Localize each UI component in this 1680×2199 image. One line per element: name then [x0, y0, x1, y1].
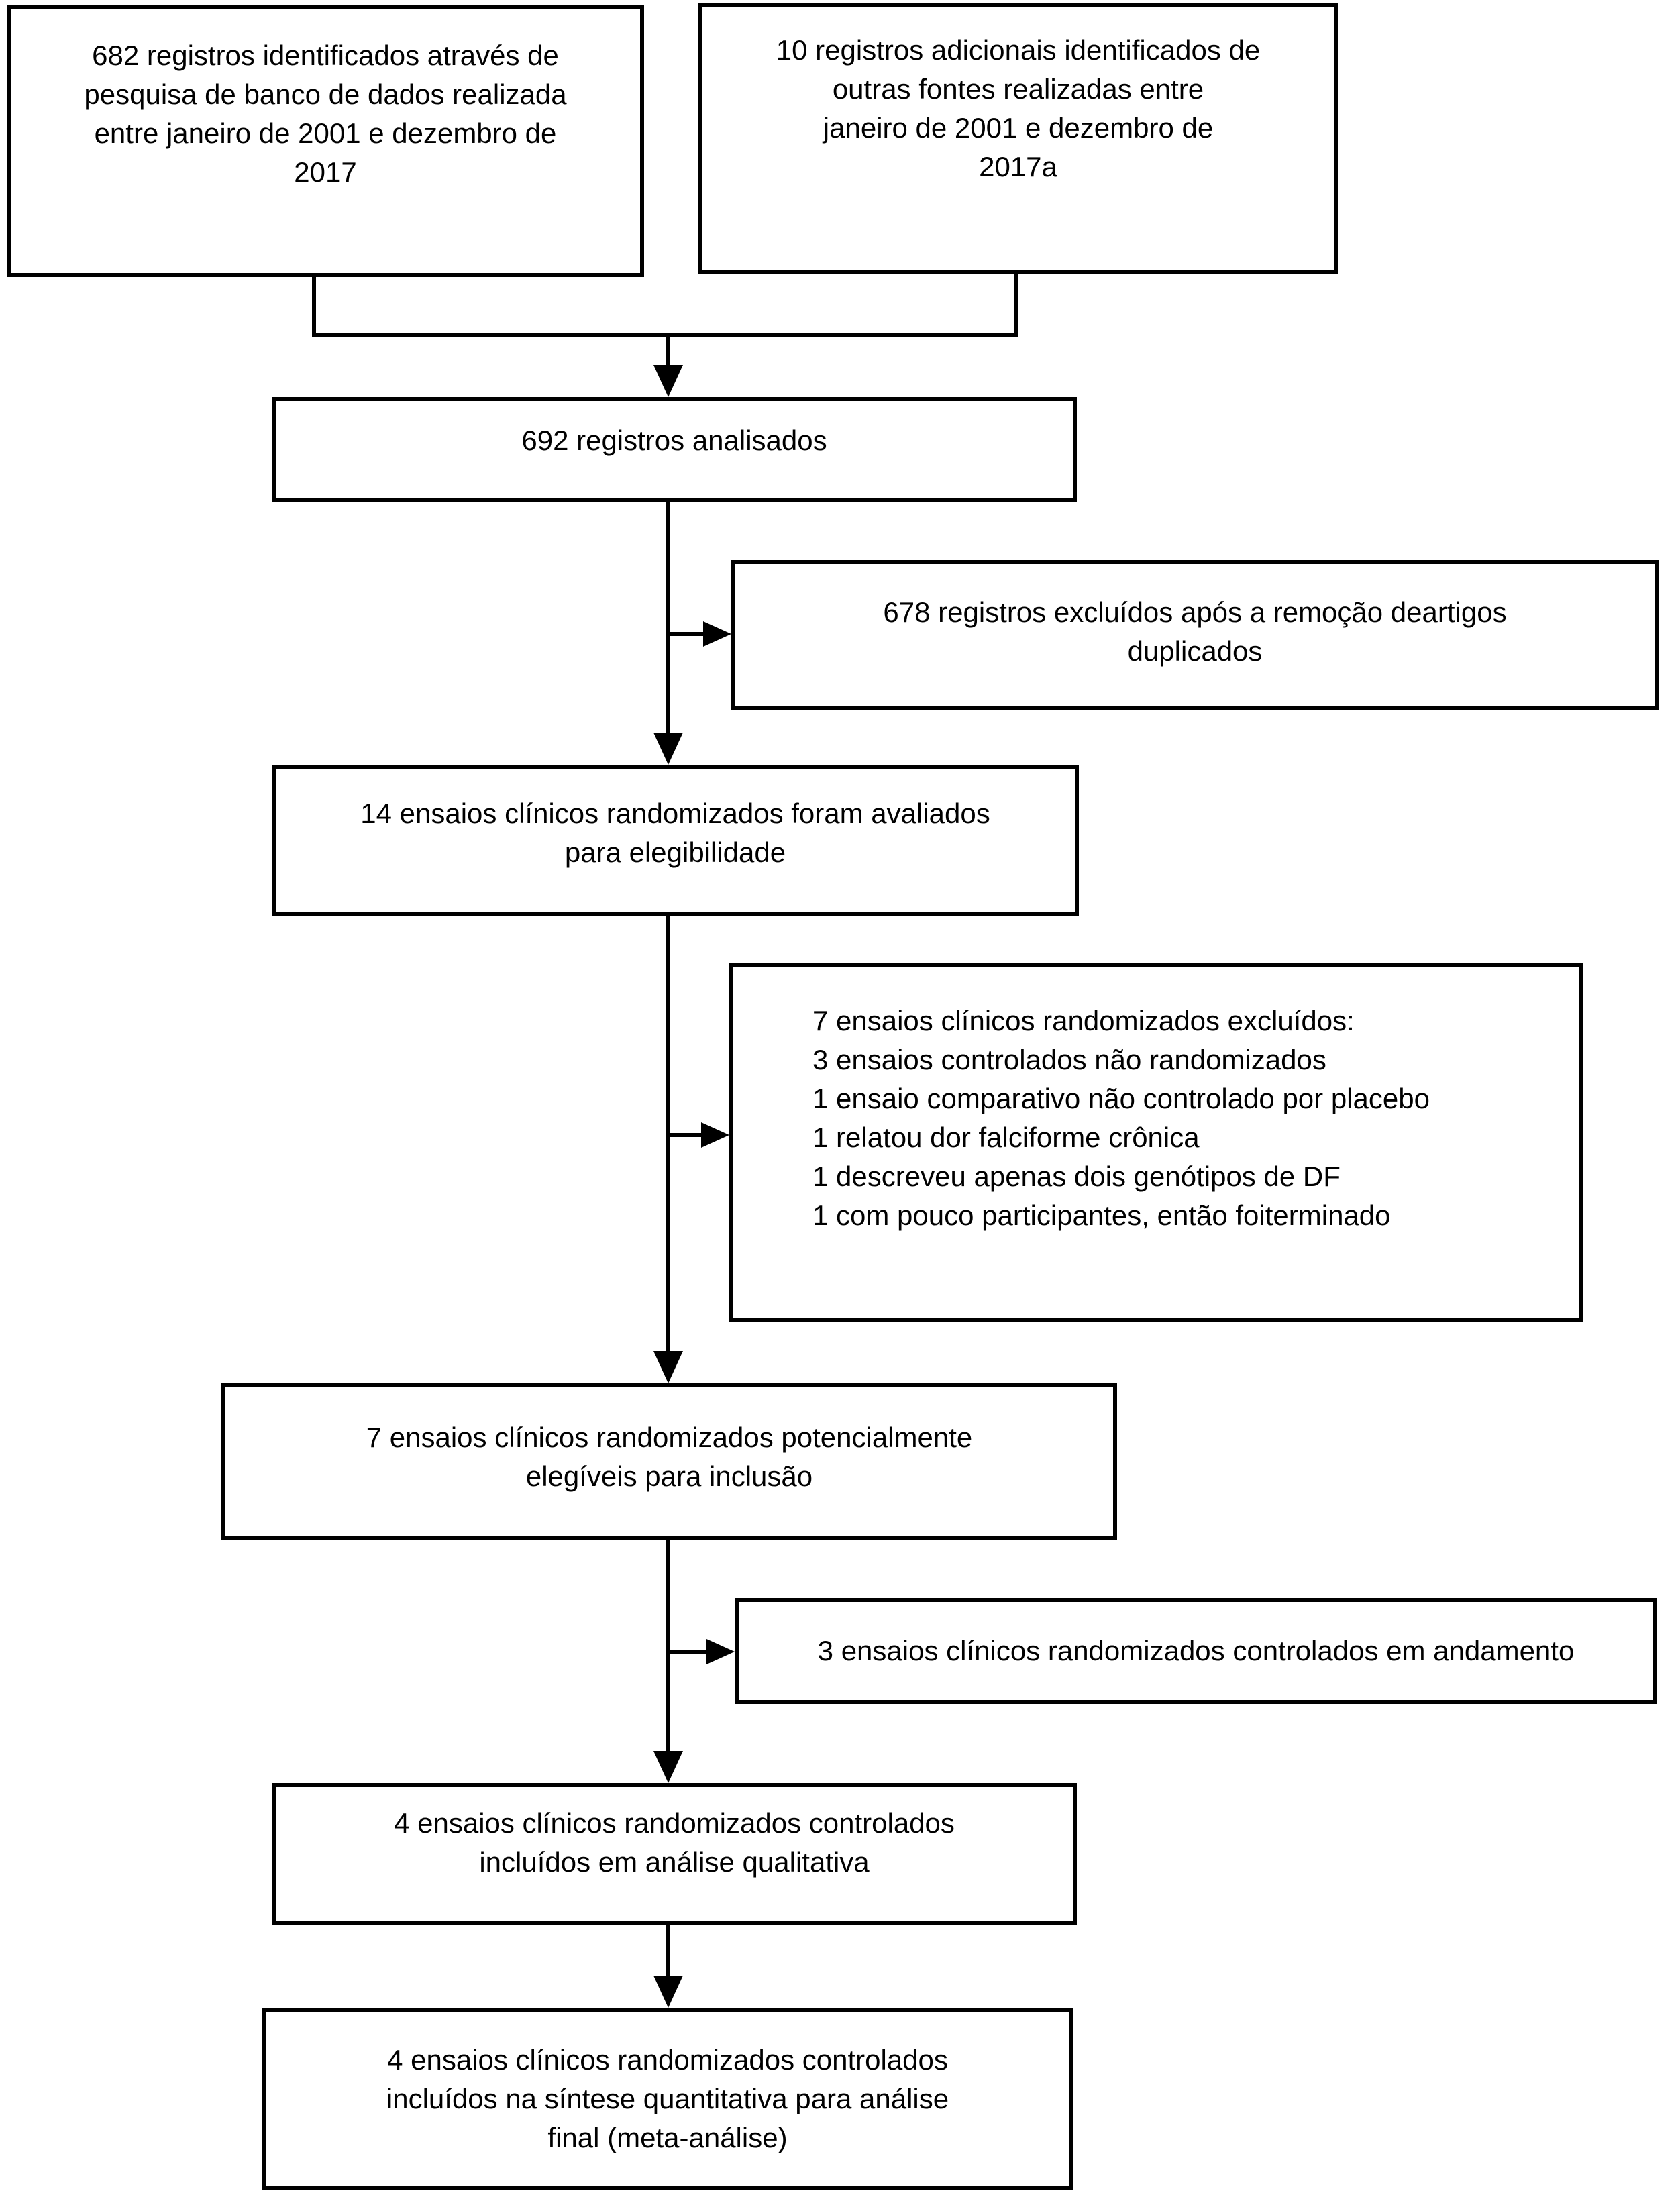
box-ongoing-trials [735, 1598, 1657, 1704]
branch-to-ongoing-trials [668, 1650, 708, 1654]
arrowhead-down-icon [653, 733, 683, 765]
arrowhead-right-icon [703, 621, 731, 647]
box-text-line: 10 registros adicionais identificados de [776, 34, 1261, 66]
box-text-line: 1 relatou dor falciforme crônica [812, 1122, 1200, 1153]
box-text-line: 682 registros identificados através de [92, 40, 559, 71]
box-rct-excluded-reasons [729, 963, 1583, 1322]
branch-to-exclusion-reasons [668, 1133, 702, 1137]
box-text-line: 3 ensaios controlados não randomizados [812, 1044, 1326, 1075]
box-text-line: incluídos na síntese quantitativa para análise [386, 2083, 949, 2114]
box-text-line: pesquisa de banco de dados realizada [84, 78, 567, 110]
box-text-line: 1 descreveu apenas dois genótipos de DF [812, 1161, 1341, 1192]
flow-arrow-to-screened [666, 333, 670, 367]
flow-arrow-to-qualitative [666, 1540, 670, 1753]
branch-to-duplicates-excluded [668, 632, 708, 636]
arrowhead-down-icon [653, 1351, 683, 1383]
box-records-screened [272, 397, 1077, 502]
box-text-line: 2017 [294, 156, 357, 188]
box-text-line: elegíveis para inclusão [525, 1460, 813, 1492]
connector-from-database-box [312, 277, 316, 337]
arrowhead-right-icon [701, 1122, 729, 1148]
box-text-line: incluídos em análise qualitativa [479, 1846, 870, 1878]
box-text-line: duplicados [1127, 635, 1263, 667]
box-text-line: 692 registros analisados [521, 425, 827, 456]
box-identified-database [7, 5, 644, 277]
box-records-excluded-duplicates [731, 560, 1659, 710]
box-potentially-eligible [221, 1383, 1117, 1540]
connector-merge-horizontal [312, 333, 1018, 337]
box-text-line: entre janeiro de 2001 e dezembro de [94, 117, 557, 149]
arrowhead-down-icon [653, 365, 683, 397]
box-text-line: outras fontes realizadas entre [832, 73, 1204, 105]
box-text-line: janeiro de 2001 e dezembro de [823, 112, 1214, 144]
arrowhead-down-icon [653, 1976, 683, 2008]
box-text-line: final (meta-análise) [547, 2122, 788, 2153]
box-text-line: 3 ensaios clínicos randomizados controlados em andamento [817, 1635, 1575, 1666]
box-identified-other-sources [698, 3, 1338, 274]
box-text-line: para elegibilidade [564, 836, 786, 868]
flow-arrow-to-meta-analysis [666, 1925, 670, 1979]
box-text-line: 2017a [979, 151, 1057, 182]
connector-from-other-sources-box [1014, 274, 1018, 337]
box-text-line: 1 ensaio comparativo não controlado por placebo [812, 1083, 1430, 1114]
box-text-line: 14 ensaios clínicos randomizados foram avaliados [360, 797, 990, 829]
box-quantitative-meta-analysis [262, 2008, 1073, 2190]
arrowhead-down-icon [653, 1751, 683, 1783]
box-assessed-for-eligibility [272, 765, 1079, 916]
box-text-line: 7 ensaios clínicos randomizados excluídos: [812, 1005, 1355, 1036]
box-text-line: 4 ensaios clínicos randomizados controlados [394, 1807, 955, 1839]
box-text-line: 1 com pouco participantes, então foiterminado [812, 1199, 1391, 1231]
box-qualitative-analysis [272, 1783, 1077, 1925]
arrowhead-right-icon [706, 1639, 735, 1664]
box-text-line: 4 ensaios clínicos randomizados controlados [387, 2044, 948, 2076]
box-text-line: 7 ensaios clínicos randomizados potencialmente [366, 1421, 973, 1453]
box-text-line: 678 registros excluídos após a remoção deartigos [883, 596, 1507, 628]
flow-arrow-to-eligibility [666, 502, 670, 735]
